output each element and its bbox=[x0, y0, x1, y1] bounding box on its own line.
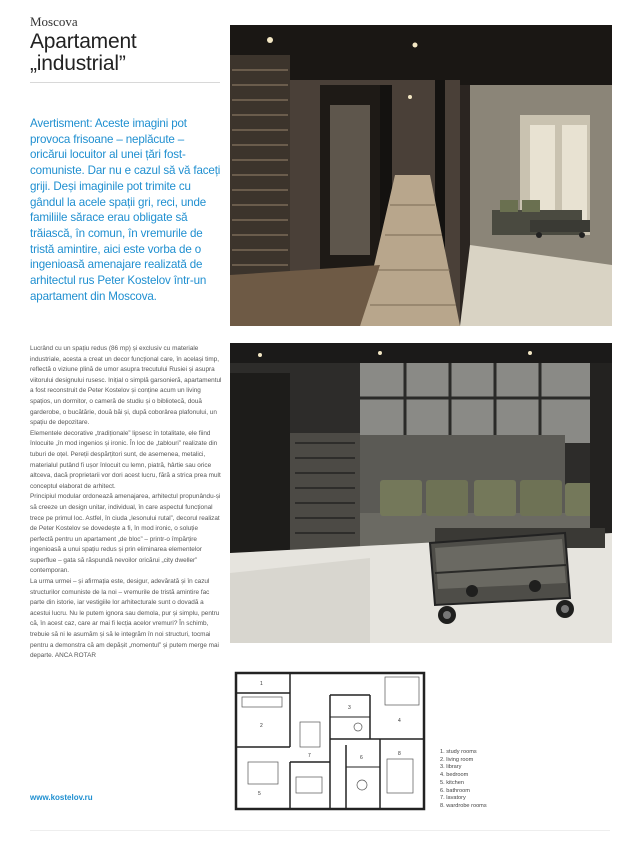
body-paragraph: La urma urmei – și afirmația este, desigur, adevărată și în cazul structurilor comuniste de la noi – vremurile de tristă amintire fac parte din istorie, iar vestigiile lor arhitecturale sunt o dovadă a acestui lucru. Nu le putem ignora sau demola, pur și simplu, pentru că, în acest caz, care ar mai fi lecția acelor vremuri? În schimb, trebuie să ni le asumăm și să le integrăm în noi structuri, tocmai pentru a demonstra că am depășit „momentul” și putem merge mai departe. ANCA ROTAR bbox=[30, 578, 220, 660]
legend-item: 7. lavatory bbox=[440, 795, 466, 802]
body-paragraph: Principiul modular ordonează amenajarea, arhitectul propunându-și să creeze un design unitar, individual, în care aspectul funcțional trece pe primul loc. Astfel, în ciuda „lesonului rutal”, decorul realizat de Peter Kostelov se dovedește a fi, în mod ironic, o soluție perfectă pentru un apartament „de bloc” – printr-o împărțire ingenioasă a unui spațiu redus și prin eliminarea elementelor superflue – gata să răspundă nevoilor oricărui „city dweller” contemporan. bbox=[30, 493, 221, 575]
article-title-line2: „industrial” bbox=[30, 52, 126, 75]
body-paragraph: Elementele decorative „tradiționale” lipsesc în totalitate, ele fiind înlocuite „în mod ingenios și ironic. În loc de „tablouri” realizate din tuburi de oțel. Pereții despărțitori sunt, de asemenea, metalici, materialul putând fi ușor înlocuit cu lemn, piatră, hârtie sau orice altceva, dacă proprietarii vor dori acest lucru, fără a strica prea mult conceptul elaborat de arhitect. bbox=[30, 429, 221, 490]
legend-item: 2. living room bbox=[440, 756, 474, 763]
section-kicker: Moscova bbox=[30, 14, 78, 29]
lead-paragraph: Avertisment: Aceste imagini pot provoca frisoane – neplăcute – oricărui locuitor al unei țări fost-comuniste. Dar nu e cazul să vă faceți griji. Deși imaginile pot trimite cu gândul la acele spații gri, reci, unde familiile sărace erau obligate să trăiască, în comun, în vremurile de tristă amintire, aici este vorba de o ingenioasă amenajare realizată de arhitectul rus Peter Kostelov într-un apartament din Moscova. bbox=[30, 117, 221, 303]
header-block bbox=[30, 14, 220, 75]
legend-item: 4. bedroom bbox=[440, 772, 469, 779]
legend-item: 3. library bbox=[440, 764, 462, 771]
legend-item: 5. kitchen bbox=[440, 779, 464, 786]
corridor-illustration bbox=[230, 25, 612, 326]
article-title-line1: Apartament bbox=[30, 30, 137, 53]
plan-label-room: 7 bbox=[308, 753, 311, 759]
footer-divider bbox=[30, 830, 610, 831]
body-paragraph: Lucrând cu un spațiu redus (86 mp) și exclusiv cu materiale industriale, acesta a creat un decor funcțional care, în același timp, reflectă o viziune plină de umor asupra trecutului Rusiei și asupra viitorului designului rusesc. Inițial o simplă garsonieră, apartamentul a fost reconstruit de Peter Kostelov și conține acum un living spațios, un dormitor, o cameră de studiu și o bibliotecă, două garderobe, o bucătărie, două băi și, după coborârea plafonului, un spațiu de depozitare. bbox=[30, 345, 222, 427]
floor-plan-drawing bbox=[230, 667, 432, 813]
title-divider bbox=[30, 82, 220, 83]
photo-living-room bbox=[230, 343, 612, 643]
article-body bbox=[30, 344, 222, 662]
living-room-illustration bbox=[230, 343, 612, 643]
article-title bbox=[30, 31, 220, 75]
plan-label-room: 3 bbox=[348, 705, 351, 711]
website-link[interactable]: www.kostelov.ru bbox=[30, 793, 93, 802]
legend-item: 6. bathroom bbox=[440, 787, 470, 794]
floor-plan bbox=[230, 667, 432, 813]
legend-item: 1. study rooms bbox=[440, 749, 477, 755]
plan-label-room: 5 bbox=[258, 791, 261, 797]
plan-label-room: 2 bbox=[260, 723, 263, 729]
legend-item: 8. wardrobe rooms bbox=[440, 802, 487, 809]
plan-label-room: 1 bbox=[260, 681, 263, 687]
plan-label-room: 6 bbox=[360, 755, 363, 761]
photo-corridor bbox=[230, 25, 612, 326]
plan-legend bbox=[440, 749, 487, 811]
plan-label-room: 8 bbox=[398, 751, 401, 757]
plan-label-room: 4 bbox=[398, 718, 401, 724]
